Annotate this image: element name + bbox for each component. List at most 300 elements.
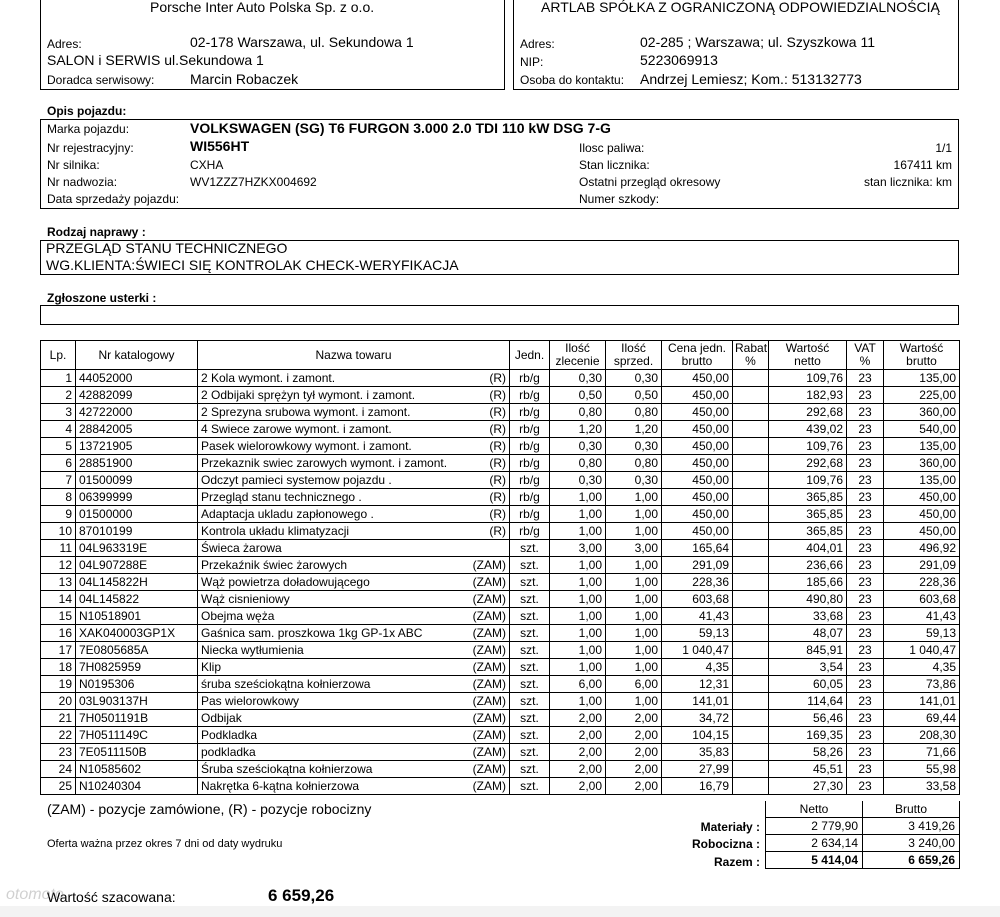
item-gross-value: 1 040,47 <box>884 642 960 659</box>
table-row <box>41 370 960 387</box>
table-row <box>41 761 960 778</box>
item-unit-price: 1 040,47 <box>662 642 733 659</box>
dealer-advisor-label: Doradca serwisowy: <box>47 73 155 87</box>
item-name <box>198 625 510 642</box>
item-lp: 23 <box>41 744 76 761</box>
item-name <box>198 710 510 727</box>
item-unit-price: 450,00 <box>662 404 733 421</box>
item-catalog-no: N0195306 <box>76 676 198 693</box>
col-qty-sold-header: Ilość sprzed. <box>606 341 662 370</box>
item-net-value: 33,68 <box>769 608 847 625</box>
table-row <box>41 591 960 608</box>
item-catalog-no: 04L145822H <box>76 574 198 591</box>
item-name-text: Przekaznik swiec zarowych wymont. i zamont. <box>201 455 448 470</box>
item-catalog-no: 28842005 <box>76 421 198 438</box>
item-net-value: 292,68 <box>769 404 847 421</box>
item-type-tag: (R) <box>489 387 506 402</box>
item-lp: 7 <box>41 472 76 489</box>
item-discount <box>733 659 769 676</box>
item-qty-ordered: 0,80 <box>550 455 606 472</box>
item-name <box>198 608 510 625</box>
item-gross-value: 225,00 <box>884 387 960 404</box>
item-catalog-no: 04L963319E <box>76 540 198 557</box>
customer-address-value: 02-285 ; Warszawa; ul. Szyszkowa 11 <box>640 34 875 50</box>
item-unit: szt. <box>510 540 550 557</box>
item-name-text: śruba sześciokątna kołnierzowa <box>201 676 371 691</box>
item-vat: 23 <box>847 778 884 795</box>
table-row <box>41 523 960 540</box>
summary-materials-row <box>766 818 960 835</box>
item-qty-sold: 0,80 <box>606 404 662 421</box>
item-name-text: 2 Sprezyna srubowa wymont. i zamont. <box>201 404 411 419</box>
item-unit-price: 41,43 <box>662 608 733 625</box>
item-type-tag: (R) <box>489 455 506 470</box>
item-qty-ordered: 6,00 <box>550 676 606 693</box>
item-vat: 23 <box>847 693 884 710</box>
item-vat: 23 <box>847 625 884 642</box>
item-lp: 9 <box>41 506 76 523</box>
col-lp-header: Lp. <box>41 341 76 370</box>
item-name-text: Przekaźnik świec żarowych <box>201 557 348 572</box>
item-name <box>198 693 510 710</box>
offer-note: Oferta ważna przez okres 7 dni od daty wydruku <box>47 838 283 850</box>
item-qty-ordered: 0,30 <box>550 370 606 387</box>
item-discount <box>733 557 769 574</box>
item-type-tag: (ZAM) <box>472 557 506 572</box>
item-qty-ordered: 2,00 <box>550 727 606 744</box>
item-name <box>198 642 510 659</box>
item-unit: rb/g <box>510 370 550 387</box>
item-name-text: podkladka <box>201 744 256 759</box>
item-lp: 24 <box>41 761 76 778</box>
customer-contact-label: Osoba do kontaktu: <box>520 73 625 87</box>
item-qty-sold: 1,20 <box>606 421 662 438</box>
item-gross-value: 228,36 <box>884 574 960 591</box>
item-discount <box>733 404 769 421</box>
item-name <box>198 404 510 421</box>
item-catalog-no: 7H0511149C <box>76 727 198 744</box>
item-type-tag: (ZAM) <box>472 727 506 742</box>
item-discount <box>733 591 769 608</box>
item-type-tag: (ZAM) <box>472 710 506 725</box>
item-lp: 4 <box>41 421 76 438</box>
item-unit: rb/g <box>510 387 550 404</box>
item-name-text: Pas wielorowkowy <box>201 693 300 708</box>
customer-nip-label: NIP: <box>520 55 544 69</box>
item-qty-ordered: 1,00 <box>550 608 606 625</box>
item-net-value: 109,76 <box>769 438 847 455</box>
item-discount <box>733 421 769 438</box>
item-name-text: Kontrola układu klimatyzacji <box>201 523 350 538</box>
item-qty-sold: 1,00 <box>606 523 662 540</box>
item-name-text: Gaśnica sam. proszkowa 1kg GP-1x ABC <box>201 625 423 640</box>
dealer-salon: SALON i SERWIS ul.Sekundowa 1 <box>47 52 264 68</box>
materials-net: 2 779,90 <box>766 818 863 835</box>
item-unit: szt. <box>510 591 550 608</box>
item-vat: 23 <box>847 540 884 557</box>
item-lp: 10 <box>41 523 76 540</box>
item-type-tag: (ZAM) <box>472 693 506 708</box>
dealer-name: Porsche Inter Auto Polska Sp. z o.o. <box>150 0 375 15</box>
item-catalog-no: XAK040003GP1X <box>76 625 198 642</box>
item-lp: 18 <box>41 659 76 676</box>
vehicle-make-value: VOLKSWAGEN (SG) T6 FURGON 3.000 2.0 TDI 110 kW DSG 7-G <box>190 120 611 136</box>
vehicle-make-label: Marka pojazdu: <box>47 122 130 136</box>
item-unit-price: 450,00 <box>662 506 733 523</box>
table-row <box>41 744 960 761</box>
item-unit-price: 35,83 <box>662 744 733 761</box>
item-name <box>198 659 510 676</box>
item-name-text: Obejma węża <box>201 608 275 623</box>
item-unit-price: 450,00 <box>662 370 733 387</box>
item-qty-sold: 2,00 <box>606 778 662 795</box>
summary-labor-row <box>766 835 960 852</box>
item-net-value: 109,76 <box>769 472 847 489</box>
item-type-tag: (ZAM) <box>472 608 506 623</box>
item-unit-price: 291,09 <box>662 557 733 574</box>
item-name <box>198 778 510 795</box>
materials-gross: 3 419,26 <box>863 818 960 835</box>
item-catalog-no: 04L907288E <box>76 557 198 574</box>
item-name <box>198 591 510 608</box>
item-vat: 23 <box>847 642 884 659</box>
item-name-text: 4 Swiece zarowe wymont. i zamont. <box>201 421 392 436</box>
item-net-value: 365,85 <box>769 489 847 506</box>
item-vat: 23 <box>847 455 884 472</box>
item-qty-ordered: 0,30 <box>550 472 606 489</box>
item-qty-ordered: 1,00 <box>550 642 606 659</box>
vehicle-damage-label: Numer szkody: <box>579 192 660 206</box>
item-net-value: 490,80 <box>769 591 847 608</box>
table-row <box>41 472 960 489</box>
vehicle-sale-date-label: Data sprzedaży pojazdu: <box>47 192 180 206</box>
item-name <box>198 506 510 523</box>
estimate-value: 6 659,26 <box>268 886 335 905</box>
item-net-value: 3,54 <box>769 659 847 676</box>
table-row <box>41 421 960 438</box>
labor-gross: 3 240,00 <box>863 835 960 852</box>
item-net-value: 27,30 <box>769 778 847 795</box>
item-vat: 23 <box>847 710 884 727</box>
item-net-value: 845,91 <box>769 642 847 659</box>
item-name <box>198 761 510 778</box>
item-qty-ordered: 1,00 <box>550 659 606 676</box>
vehicle-reg-value: WI556HT <box>190 138 250 154</box>
item-unit: rb/g <box>510 523 550 540</box>
item-name <box>198 421 510 438</box>
item-unit: rb/g <box>510 506 550 523</box>
col-net-header: Wartość netto <box>769 341 847 370</box>
materials-label: Materiały : <box>700 820 760 834</box>
item-vat: 23 <box>847 387 884 404</box>
item-name <box>198 387 510 404</box>
item-qty-ordered: 1,00 <box>550 574 606 591</box>
customer-address-label: Adres: <box>520 37 555 51</box>
item-lp: 1 <box>41 370 76 387</box>
item-unit-price: 450,00 <box>662 455 733 472</box>
table-row <box>41 438 960 455</box>
item-type-tag: (ZAM) <box>472 659 506 674</box>
table-row <box>41 710 960 727</box>
item-net-value: 236,66 <box>769 557 847 574</box>
item-unit: szt. <box>510 676 550 693</box>
summary-netto-header: Netto <box>766 801 863 818</box>
item-discount <box>733 574 769 591</box>
item-catalog-no: 03L903137H <box>76 693 198 710</box>
legend-text: (ZAM) - pozycje zamówione, (R) - pozycje robocizny <box>47 801 372 817</box>
item-gross-value: 33,58 <box>884 778 960 795</box>
item-name-text: Podkladka <box>201 727 258 742</box>
item-name <box>198 540 510 557</box>
item-lp: 13 <box>41 574 76 591</box>
item-net-value: 404,01 <box>769 540 847 557</box>
item-gross-value: 450,00 <box>884 506 960 523</box>
item-name-text: Nakrętka 6-kątna kołnierzowa <box>201 778 360 793</box>
vehicle-engine-label: Nr silnika: <box>47 158 100 172</box>
item-qty-ordered: 0,30 <box>550 438 606 455</box>
item-vat: 23 <box>847 744 884 761</box>
item-qty-sold: 1,00 <box>606 574 662 591</box>
item-discount <box>733 540 769 557</box>
item-unit: szt. <box>510 625 550 642</box>
item-qty-sold: 6,00 <box>606 676 662 693</box>
labor-net: 2 634,14 <box>766 835 863 852</box>
item-qty-sold: 2,00 <box>606 710 662 727</box>
item-unit: szt. <box>510 778 550 795</box>
item-name-text: 2 Kola wymont. i zamont. <box>201 370 336 385</box>
item-vat: 23 <box>847 761 884 778</box>
faults-box <box>40 305 959 325</box>
item-net-value: 185,66 <box>769 574 847 591</box>
item-name <box>198 744 510 761</box>
item-discount <box>733 676 769 693</box>
table-row <box>41 455 960 472</box>
item-qty-ordered: 3,00 <box>550 540 606 557</box>
item-vat: 23 <box>847 472 884 489</box>
dealer-address-value: 02-178 Warszawa, ul. Sekundowa 1 <box>190 34 414 50</box>
item-net-value: 60,05 <box>769 676 847 693</box>
item-catalog-no: 7H0825959 <box>76 659 198 676</box>
item-name <box>198 676 510 693</box>
item-unit: szt. <box>510 608 550 625</box>
item-discount <box>733 370 769 387</box>
total-label: Razem : <box>713 855 760 869</box>
item-qty-sold: 2,00 <box>606 727 662 744</box>
item-discount <box>733 489 769 506</box>
item-unit-price: 104,15 <box>662 727 733 744</box>
col-name-header: Nazwa towaru <box>198 341 510 370</box>
dealer-address-label: Adres: <box>47 37 82 51</box>
item-name-text: Odbijak <box>201 710 242 725</box>
table-row <box>41 540 960 557</box>
item-gross-value: 291,09 <box>884 557 960 574</box>
item-lp: 19 <box>41 676 76 693</box>
item-unit: rb/g <box>510 421 550 438</box>
table-header-row <box>41 341 960 370</box>
item-unit-price: 450,00 <box>662 387 733 404</box>
col-price-header: Cena jedn. brutto <box>662 341 733 370</box>
item-unit: szt. <box>510 710 550 727</box>
vehicle-fuel-label: Ilosc paliwa: <box>579 141 645 155</box>
item-vat: 23 <box>847 421 884 438</box>
item-catalog-no: N10518901 <box>76 608 198 625</box>
item-gross-value: 4,35 <box>884 659 960 676</box>
item-unit: szt. <box>510 761 550 778</box>
item-qty-ordered: 1,00 <box>550 591 606 608</box>
item-unit-price: 16,79 <box>662 778 733 795</box>
item-vat: 23 <box>847 659 884 676</box>
item-qty-sold: 1,00 <box>606 506 662 523</box>
item-lp: 12 <box>41 557 76 574</box>
item-gross-value: 360,00 <box>884 404 960 421</box>
item-type-tag: (R) <box>489 472 506 487</box>
item-name-text: Klip <box>201 659 222 674</box>
item-type-tag: (R) <box>489 370 506 385</box>
item-unit-price: 34,72 <box>662 710 733 727</box>
item-net-value: 45,51 <box>769 761 847 778</box>
table-row <box>41 489 960 506</box>
item-gross-value: 55,98 <box>884 761 960 778</box>
item-vat: 23 <box>847 489 884 506</box>
item-catalog-no: 7E0805685A <box>76 642 198 659</box>
dealer-advisor-value: Marcin Robaczek <box>190 71 299 87</box>
item-unit: szt. <box>510 659 550 676</box>
item-gross-value: 360,00 <box>884 455 960 472</box>
item-qty-sold: 0,30 <box>606 438 662 455</box>
item-gross-value: 603,68 <box>884 591 960 608</box>
item-unit: szt. <box>510 574 550 591</box>
item-gross-value: 69,44 <box>884 710 960 727</box>
table-row <box>41 642 960 659</box>
faults-section-title: Zgłoszone usterki : <box>47 291 157 305</box>
table-row <box>41 778 960 795</box>
repair-line-1: PRZEGLĄD STANU TECHNICZNEGO <box>46 240 288 256</box>
item-net-value: 109,76 <box>769 370 847 387</box>
item-catalog-no: 06399999 <box>76 489 198 506</box>
item-gross-value: 135,00 <box>884 438 960 455</box>
item-unit: szt. <box>510 642 550 659</box>
item-catalog-no: N10585602 <box>76 761 198 778</box>
item-qty-sold: 2,00 <box>606 744 662 761</box>
item-type-tag: (ZAM) <box>472 676 506 691</box>
parts-table <box>40 340 960 795</box>
item-type-tag: (ZAM) <box>472 591 506 606</box>
item-type-tag: (ZAM) <box>472 744 506 759</box>
item-vat: 23 <box>847 506 884 523</box>
item-vat: 23 <box>847 676 884 693</box>
item-name <box>198 370 510 387</box>
item-lp: 5 <box>41 438 76 455</box>
item-lp: 14 <box>41 591 76 608</box>
item-unit: rb/g <box>510 455 550 472</box>
item-unit: szt. <box>510 727 550 744</box>
vehicle-odometer-label: Stan licznika: <box>579 158 650 172</box>
summary-header-row <box>766 801 960 818</box>
item-name <box>198 472 510 489</box>
item-name-text: Odczyt pamieci systemow pojazdu . <box>201 472 392 487</box>
item-discount <box>733 727 769 744</box>
vehicle-fuel-value: 1/1 <box>935 141 952 155</box>
item-qty-ordered: 1,20 <box>550 421 606 438</box>
item-net-value: 58,26 <box>769 744 847 761</box>
item-vat: 23 <box>847 608 884 625</box>
table-row <box>41 659 960 676</box>
item-qty-ordered: 0,80 <box>550 404 606 421</box>
item-name-text: Adaptacja ukladu zapłonowego . <box>201 506 374 521</box>
item-type-tag: (ZAM) <box>472 574 506 589</box>
item-lp: 8 <box>41 489 76 506</box>
item-lp: 21 <box>41 710 76 727</box>
item-name-text: Przegląd stanu technicznego . <box>201 489 362 504</box>
item-net-value: 439,02 <box>769 421 847 438</box>
item-discount <box>733 472 769 489</box>
item-lp: 16 <box>41 625 76 642</box>
customer-name: ARTLAB SPÓŁKA Z OGRANICZONĄ ODPOWIEDZIALNOŚCIĄ <box>541 0 940 15</box>
item-unit: szt. <box>510 744 550 761</box>
item-type-tag: (R) <box>489 489 506 504</box>
item-lp: 6 <box>41 455 76 472</box>
item-catalog-no: 7H0501191B <box>76 710 198 727</box>
item-discount <box>733 642 769 659</box>
item-vat: 23 <box>847 523 884 540</box>
item-discount <box>733 625 769 642</box>
item-type-tag: (R) <box>489 523 506 538</box>
vehicle-section-title: Opis pojazdu: <box>47 104 127 118</box>
summary-total-row <box>766 852 960 869</box>
item-catalog-no: 01500099 <box>76 472 198 489</box>
item-qty-sold: 1,00 <box>606 642 662 659</box>
item-type-tag: (ZAM) <box>472 625 506 640</box>
item-name <box>198 455 510 472</box>
item-catalog-no: 04L145822 <box>76 591 198 608</box>
table-row <box>41 625 960 642</box>
item-qty-sold: 1,00 <box>606 659 662 676</box>
repair-line-2: WG.KLIENTA:ŚWIECI SIĘ KONTROLAK CHECK-WERYFIKACJA <box>46 257 459 273</box>
col-unit-header: Jedn. <box>510 341 550 370</box>
col-discount-header: Rabat % <box>733 341 769 370</box>
item-discount <box>733 387 769 404</box>
item-unit-price: 12,31 <box>662 676 733 693</box>
item-lp: 20 <box>41 693 76 710</box>
col-qty-order-header: Ilość zlecenie <box>550 341 606 370</box>
item-unit: szt. <box>510 693 550 710</box>
summary-brutto-header: Brutto <box>863 801 960 818</box>
vehicle-odometer-value: 167411 km <box>893 158 952 172</box>
item-lp: 3 <box>41 404 76 421</box>
item-unit-price: 450,00 <box>662 472 733 489</box>
item-name <box>198 438 510 455</box>
item-unit-price: 4,35 <box>662 659 733 676</box>
item-net-value: 56,46 <box>769 710 847 727</box>
vehicle-vin-value: WV1ZZZ7HZKX004692 <box>190 175 317 189</box>
item-type-tag: (ZAM) <box>472 761 506 776</box>
watermark-logo: otomoto <box>6 886 64 903</box>
item-discount <box>733 778 769 795</box>
item-qty-ordered: 1,00 <box>550 557 606 574</box>
item-catalog-no: 44052000 <box>76 370 198 387</box>
item-discount <box>733 506 769 523</box>
item-lp: 17 <box>41 642 76 659</box>
item-name <box>198 574 510 591</box>
item-type-tag: (ZAM) <box>472 642 506 657</box>
item-catalog-no: 7E0511150B <box>76 744 198 761</box>
item-qty-sold: 0,50 <box>606 387 662 404</box>
item-catalog-no: 28851900 <box>76 455 198 472</box>
item-catalog-no: 42722000 <box>76 404 198 421</box>
item-vat: 23 <box>847 591 884 608</box>
item-qty-sold: 1,00 <box>606 608 662 625</box>
item-catalog-no: N10240304 <box>76 778 198 795</box>
